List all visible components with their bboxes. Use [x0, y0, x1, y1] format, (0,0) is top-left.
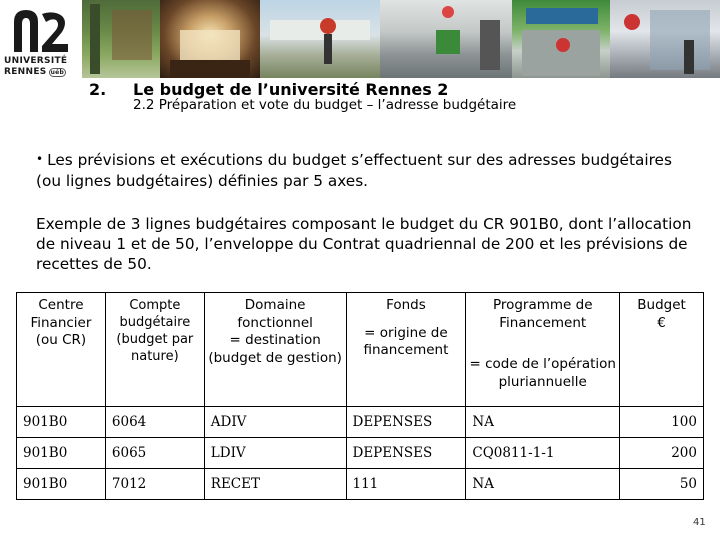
intro-text: Les prévisions et exécutions du budget s’effectuent sur des adresses budgétaires (ou lignes budgétaires) définies par 5 axes. — [36, 151, 672, 190]
slide-title: Le budget de l’université Rennes 2 — [133, 80, 449, 99]
table-row — [17, 407, 704, 438]
cell-compte: 6064 — [105, 407, 204, 438]
cell-budget: 200 — [620, 438, 704, 469]
table-header-row — [17, 293, 704, 407]
slide-subtitle: 2.2 Préparation et vote du budget – l’adresse budgétaire — [133, 97, 517, 113]
cell-centre: 901B0 — [17, 469, 106, 500]
cell-budget: 100 — [620, 407, 704, 438]
cell-compte: 7012 — [105, 469, 204, 500]
cell-programme: NA — [466, 469, 620, 500]
header-compte-budgetaire: Compte budgétaire (budget par nature) — [105, 293, 204, 407]
logo-text-line2: RENNES uéb — [4, 67, 65, 77]
cell-fonds: DEPENSES — [346, 438, 466, 469]
page-number: 41 — [693, 517, 706, 528]
cell-compte: 6065 — [105, 438, 204, 469]
bullet-icon: • — [36, 152, 44, 166]
table-row — [17, 469, 704, 500]
university-emblem-icon — [12, 8, 70, 54]
cell-domaine: RECET — [204, 469, 346, 500]
cell-domaine: ADIV — [204, 407, 346, 438]
university-logo — [0, 0, 82, 82]
campus-photo-6 — [610, 0, 720, 78]
header-programme-financement: Programme de Financement = code de l’opération pluriannuelle — [466, 293, 620, 407]
cell-centre: 901B0 — [17, 438, 106, 469]
campus-photo-1 — [82, 0, 160, 78]
header-budget: Budget € — [620, 293, 704, 407]
header-fonds: Fonds = origine de financement — [346, 293, 466, 407]
ueb-badge: uéb — [50, 69, 65, 76]
cell-programme: CQ0811-1-1 — [466, 438, 620, 469]
campus-photo-4 — [380, 0, 512, 78]
section-number: 2. — [89, 80, 107, 99]
cell-domaine: LDIV — [204, 438, 346, 469]
cell-programme: NA — [466, 407, 620, 438]
cell-fonds: 111 — [346, 469, 466, 500]
header-domaine-fonctionnel: Domaine fonctionnel = destination (budget de gestion) — [204, 293, 346, 407]
table-row — [17, 438, 704, 469]
budget-lines-table — [16, 292, 704, 500]
example-paragraph: Exemple de 3 lignes budgétaires composant le budget du CR 901B0, dont l’allocation de niveau 1 et de 50, l’enveloppe du Contrat quadriennal de 200 et les prévisions de recettes de 50. — [36, 215, 692, 273]
campus-photo-3 — [260, 0, 380, 78]
campus-photo-5 — [512, 0, 610, 78]
logo-text-line1: UNIVERSITÉ — [4, 56, 68, 66]
cell-fonds: DEPENSES — [346, 407, 466, 438]
cell-centre: 901B0 — [17, 407, 106, 438]
header-centre-financier: Centre Financier (ou CR) — [17, 293, 106, 407]
cell-budget: 50 — [620, 469, 704, 500]
campus-photo-2 — [160, 0, 260, 78]
intro-paragraph — [36, 150, 696, 191]
